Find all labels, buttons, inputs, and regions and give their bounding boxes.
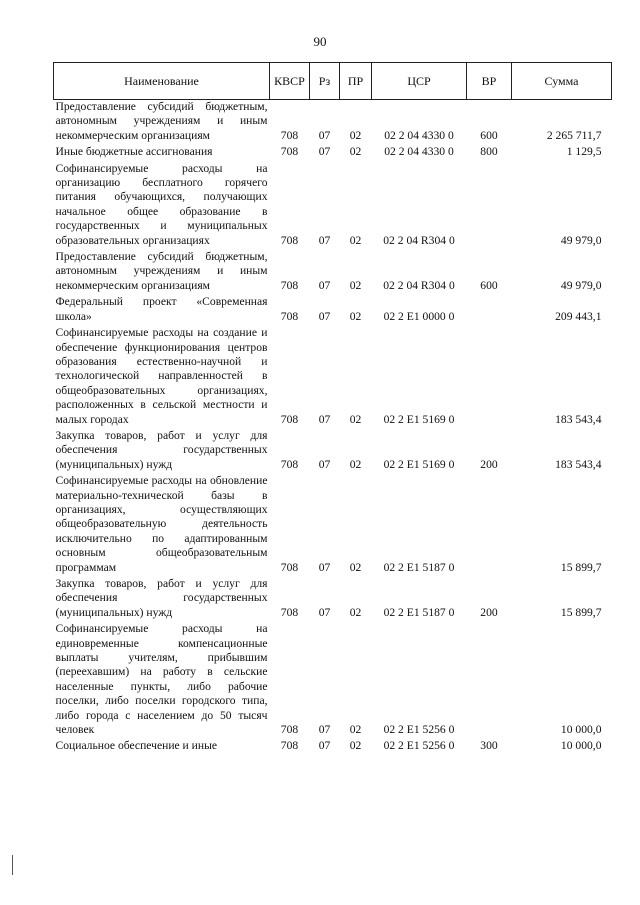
cell-kvsr: 708 xyxy=(280,128,299,142)
margin-mark xyxy=(12,855,13,875)
cell-csr: 02 2 E1 5169 0 xyxy=(383,412,455,426)
header-name: Наименование xyxy=(54,63,270,100)
cell-csr: 02 2 E1 5169 0 xyxy=(383,457,455,471)
cell-vr: 600 xyxy=(480,278,498,292)
table-row xyxy=(54,429,612,474)
cell-name: Социальное обеспечение и иные xyxy=(55,739,218,753)
cell-pr: 02 xyxy=(349,233,362,247)
cell-rz: 07 xyxy=(318,739,331,753)
cell-rz: 07 xyxy=(318,309,331,323)
cell-rz: 07 xyxy=(318,412,331,426)
cell-rz: 07 xyxy=(318,605,331,619)
cell-csr: 02 2 E1 0000 0 xyxy=(383,309,455,323)
cell-sum: 2 265 711,7 xyxy=(546,128,602,142)
table-row xyxy=(54,295,612,326)
cell-csr: 02 2 E1 5256 0 xyxy=(383,739,455,753)
table-row xyxy=(54,250,612,295)
page-number: 90 xyxy=(313,34,327,49)
cell-kvsr: 708 xyxy=(280,739,299,753)
cell-kvsr: 708 xyxy=(280,723,299,737)
table-row xyxy=(54,162,612,250)
cell-name: Предоставление субсидий бюджетным, автономным учреждениям и иным некоммерческим организациям xyxy=(55,250,268,292)
cell-name: Закупка товаров, работ и услуг для обеспечения государственных (муниципальных) нужд xyxy=(55,428,268,471)
cell-csr: 02 2 04 4330 0 xyxy=(384,145,454,159)
cell-pr: 02 xyxy=(349,739,362,753)
cell-sum: 15 899,7 xyxy=(560,605,602,619)
budget-table xyxy=(53,62,612,756)
cell-name: Предоставление субсидий бюджетным, автономным учреждениям и иным некоммерческим организациям xyxy=(55,100,268,142)
cell-name: Федеральный проект «Современная школа» xyxy=(55,295,268,323)
table-row xyxy=(54,100,612,146)
cell-pr: 02 xyxy=(349,457,362,471)
table-row xyxy=(54,622,612,739)
cell-rz: 07 xyxy=(318,145,331,159)
cell-rz: 07 xyxy=(318,457,331,471)
table-row xyxy=(54,577,612,622)
cell-pr: 02 xyxy=(349,412,362,426)
cell-pr: 02 xyxy=(349,145,362,159)
cell-name: Иные бюджетные ассигнования xyxy=(55,145,213,159)
cell-csr: 02 2 04 4330 0 xyxy=(384,128,454,142)
cell-pr: 02 xyxy=(349,605,362,619)
header-csr: ЦСР xyxy=(372,63,467,100)
table-row xyxy=(54,474,612,577)
cell-name: Закупка товаров, работ и услуг для обеспечения государственных (муниципальных) нужд xyxy=(55,577,268,619)
cell-vr xyxy=(467,622,512,739)
cell-name: Софинансируемые расходы на создание и обеспечение функционирования центров образования естественно-научной и технологической направленностей в общеобразовательных организациях, расположенных в сельской местности и малых городах xyxy=(55,326,268,426)
cell-sum: 15 899,7 xyxy=(560,560,602,574)
cell-pr: 02 xyxy=(349,128,362,142)
cell-rz: 07 xyxy=(318,723,331,737)
table-row xyxy=(54,145,612,161)
cell-vr: 200 xyxy=(480,457,498,471)
cell-pr: 02 xyxy=(349,309,362,323)
cell-kvsr: 708 xyxy=(280,145,299,159)
cell-sum: 10 000,0 xyxy=(560,723,602,737)
table-row xyxy=(54,739,612,755)
cell-sum: 49 979,0 xyxy=(560,233,602,247)
cell-sum: 209 443,1 xyxy=(555,309,602,323)
cell-pr: 02 xyxy=(349,560,362,574)
cell-vr xyxy=(467,162,512,250)
cell-csr: 02 2 04 R304 0 xyxy=(383,278,455,292)
cell-name: Софинансируемые расходы на обновление материально-технической базы в организациях, осуществляющих общеобразовательную деятельность исключительно по адаптированным основным общеобразовательным программам xyxy=(55,474,268,574)
cell-kvsr: 708 xyxy=(280,309,299,323)
cell-csr: 02 2 E1 5187 0 xyxy=(383,560,455,574)
cell-pr: 02 xyxy=(349,278,362,292)
cell-csr: 02 2 E1 5187 0 xyxy=(383,605,455,619)
cell-pr: 02 xyxy=(349,723,362,737)
cell-sum: 10 000,0 xyxy=(560,739,602,753)
cell-kvsr: 708 xyxy=(280,412,299,426)
cell-rz: 07 xyxy=(318,128,331,142)
cell-kvsr: 708 xyxy=(280,457,299,471)
header-vr: ВР xyxy=(467,63,512,100)
header-rz: Рз xyxy=(310,63,340,100)
cell-sum: 183 543,4 xyxy=(555,457,602,471)
cell-kvsr: 708 xyxy=(280,605,299,619)
table-row xyxy=(54,326,612,429)
cell-vr: 800 xyxy=(480,145,498,159)
cell-vr: 600 xyxy=(480,128,498,142)
cell-sum: 1 129,5 xyxy=(566,145,602,159)
cell-name: Софинансируемые расходы на единовременные компенсационные выплаты учителям, прибывшим (переехавшим) на работу в сельские населенные пункты, либо рабочие поселки, либо поселки городского типа, либо города с населением до 50 тысяч человек xyxy=(55,622,268,737)
header-kvsr: КВСР xyxy=(270,63,310,100)
cell-vr xyxy=(467,326,512,429)
cell-name: Софинансируемые расходы на организацию бесплатного горячего питания обучающихся, получающих начальное общее образование в государственных и муниципальных образовательных организациях xyxy=(55,161,268,247)
cell-kvsr: 708 xyxy=(280,278,299,292)
cell-kvsr: 708 xyxy=(280,560,299,574)
cell-kvsr: 708 xyxy=(280,233,299,247)
cell-rz: 07 xyxy=(318,233,331,247)
cell-csr: 02 2 E1 5256 0 xyxy=(383,723,455,737)
cell-vr xyxy=(467,295,512,326)
cell-sum: 183 543,4 xyxy=(555,412,602,426)
cell-vr: 200 xyxy=(480,605,498,619)
header-sum: Сумма xyxy=(512,63,612,100)
header-pr: ПР xyxy=(340,63,372,100)
cell-vr: 300 xyxy=(480,739,498,753)
cell-vr xyxy=(467,474,512,577)
cell-csr: 02 2 04 R304 0 xyxy=(383,233,455,247)
cell-rz: 07 xyxy=(318,560,331,574)
cell-rz: 07 xyxy=(318,278,331,292)
table-header-row xyxy=(54,63,612,100)
table-body xyxy=(54,100,612,756)
cell-sum: 49 979,0 xyxy=(560,278,602,292)
